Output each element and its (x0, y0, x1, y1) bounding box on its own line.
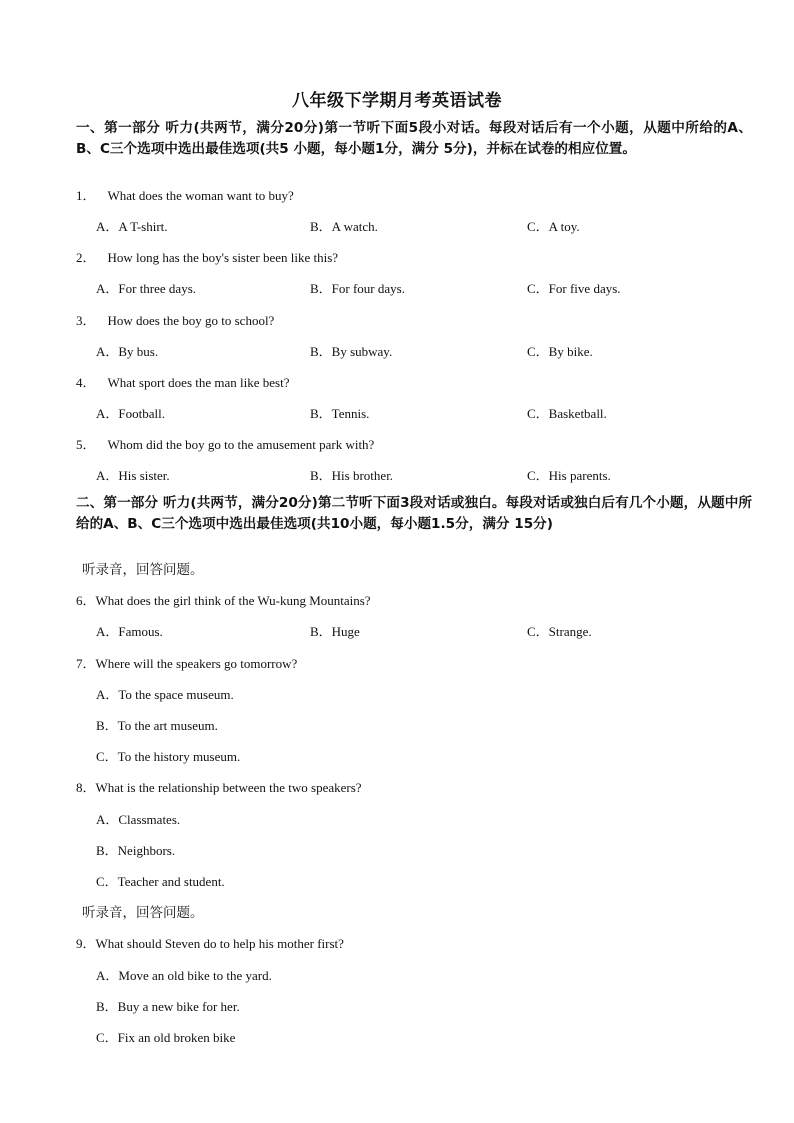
question-3 (76, 313, 274, 329)
q2-option-c: C．For five days. (527, 281, 621, 296)
q7-option-a: A．To the space museum. (96, 687, 234, 702)
q6-option-a: A．Famous. (96, 624, 163, 639)
section-two-heading: 二、第一部分 听力(共两节，满分20分)第二节听下面3段对话或独白。每段对话或独白后有几个小题，从题中所给的A、B、C三个选项中选出最佳选项(共10小题，每小题1.5分，满分 15分) (76, 495, 752, 532)
q1-option-a: A．A T-shirt. (96, 219, 168, 234)
q2-option-a: A．For three days. (96, 281, 197, 296)
question-number: 3． (76, 313, 96, 328)
page-title: 八年级下学期月考英语试卷 (292, 91, 502, 111)
question-9: 9．What should Steven do to help his mother first? (76, 936, 344, 951)
q7-option-c: C．To the history museum. (96, 749, 241, 764)
question-text: How long has the boy's sister been like this? (107, 250, 339, 265)
q3-option-b: B．By subway. (310, 344, 393, 359)
q6-option-c: C．Strange. (527, 624, 592, 639)
question-6: 6．What does the girl think of the Wu-kung Mountains? (76, 593, 371, 608)
q8-option-c: C．Teacher and student. (96, 874, 225, 889)
q6-option-b: B．Huge (310, 624, 360, 639)
q3-option-c: C．By bike. (527, 344, 593, 359)
q1-option-c: C．A toy. (527, 219, 580, 234)
q2-option-b: B．For four days. (310, 281, 405, 296)
question-text: What does the woman want to buy? (107, 188, 294, 203)
q8-option-b: B．Neighbors. (96, 843, 176, 858)
q7-option-b: B．To the art museum. (96, 718, 218, 733)
q1-option-b: B．A watch. (310, 219, 378, 234)
question-text: How does the boy go to school? (107, 313, 275, 328)
question-2 (76, 250, 338, 266)
q3-option-a: A．By bus. (96, 344, 159, 359)
question-text: Whom did the boy go to the amusement park with? (107, 437, 375, 452)
q5-option-c: C．His parents. (527, 468, 611, 483)
q4-option-b: B．Tennis. (310, 406, 370, 421)
question-number: 4． (76, 375, 96, 390)
question-4 (76, 375, 289, 391)
question-text: What sport does the man like best? (107, 375, 290, 390)
q9-option-b: B．Buy a new bike for her. (96, 999, 240, 1014)
question-1 (76, 188, 294, 204)
question-number: 1． (76, 188, 96, 203)
q8-option-a: A．Classmates. (96, 812, 181, 827)
section-one-heading: 一、第一部分 听力(共两节，满分20分)第一节听下面5段小对话。每段对话后有一个小题，从题中所给的A、B、C三个选项中选出最佳选项(共5 小题，每小题1分，满分 5分)，并标在试卷的相应位置。 (76, 120, 752, 157)
q4-option-c: C．Basketball. (527, 406, 607, 421)
question-8: 8．What is the relationship between the two speakers? (76, 780, 362, 795)
q9-option-a: A．Move an old bike to the yard. (96, 968, 272, 983)
q5-option-a: A．His sister. (96, 468, 170, 483)
listen-instruction: 听录音，回答问题。 (82, 905, 204, 921)
q4-option-a: A．Football. (96, 406, 165, 421)
q5-option-b: B．His brother. (310, 468, 394, 483)
question-number: 5． (76, 437, 96, 452)
question-7: 7．Where will the speakers go tomorrow? (76, 656, 298, 671)
q9-option-c: C．Fix an old broken bike (96, 1030, 236, 1045)
listen-instruction: 听录音，回答问题。 (82, 562, 204, 578)
question-number: 2． (76, 250, 96, 265)
question-5 (76, 437, 374, 453)
